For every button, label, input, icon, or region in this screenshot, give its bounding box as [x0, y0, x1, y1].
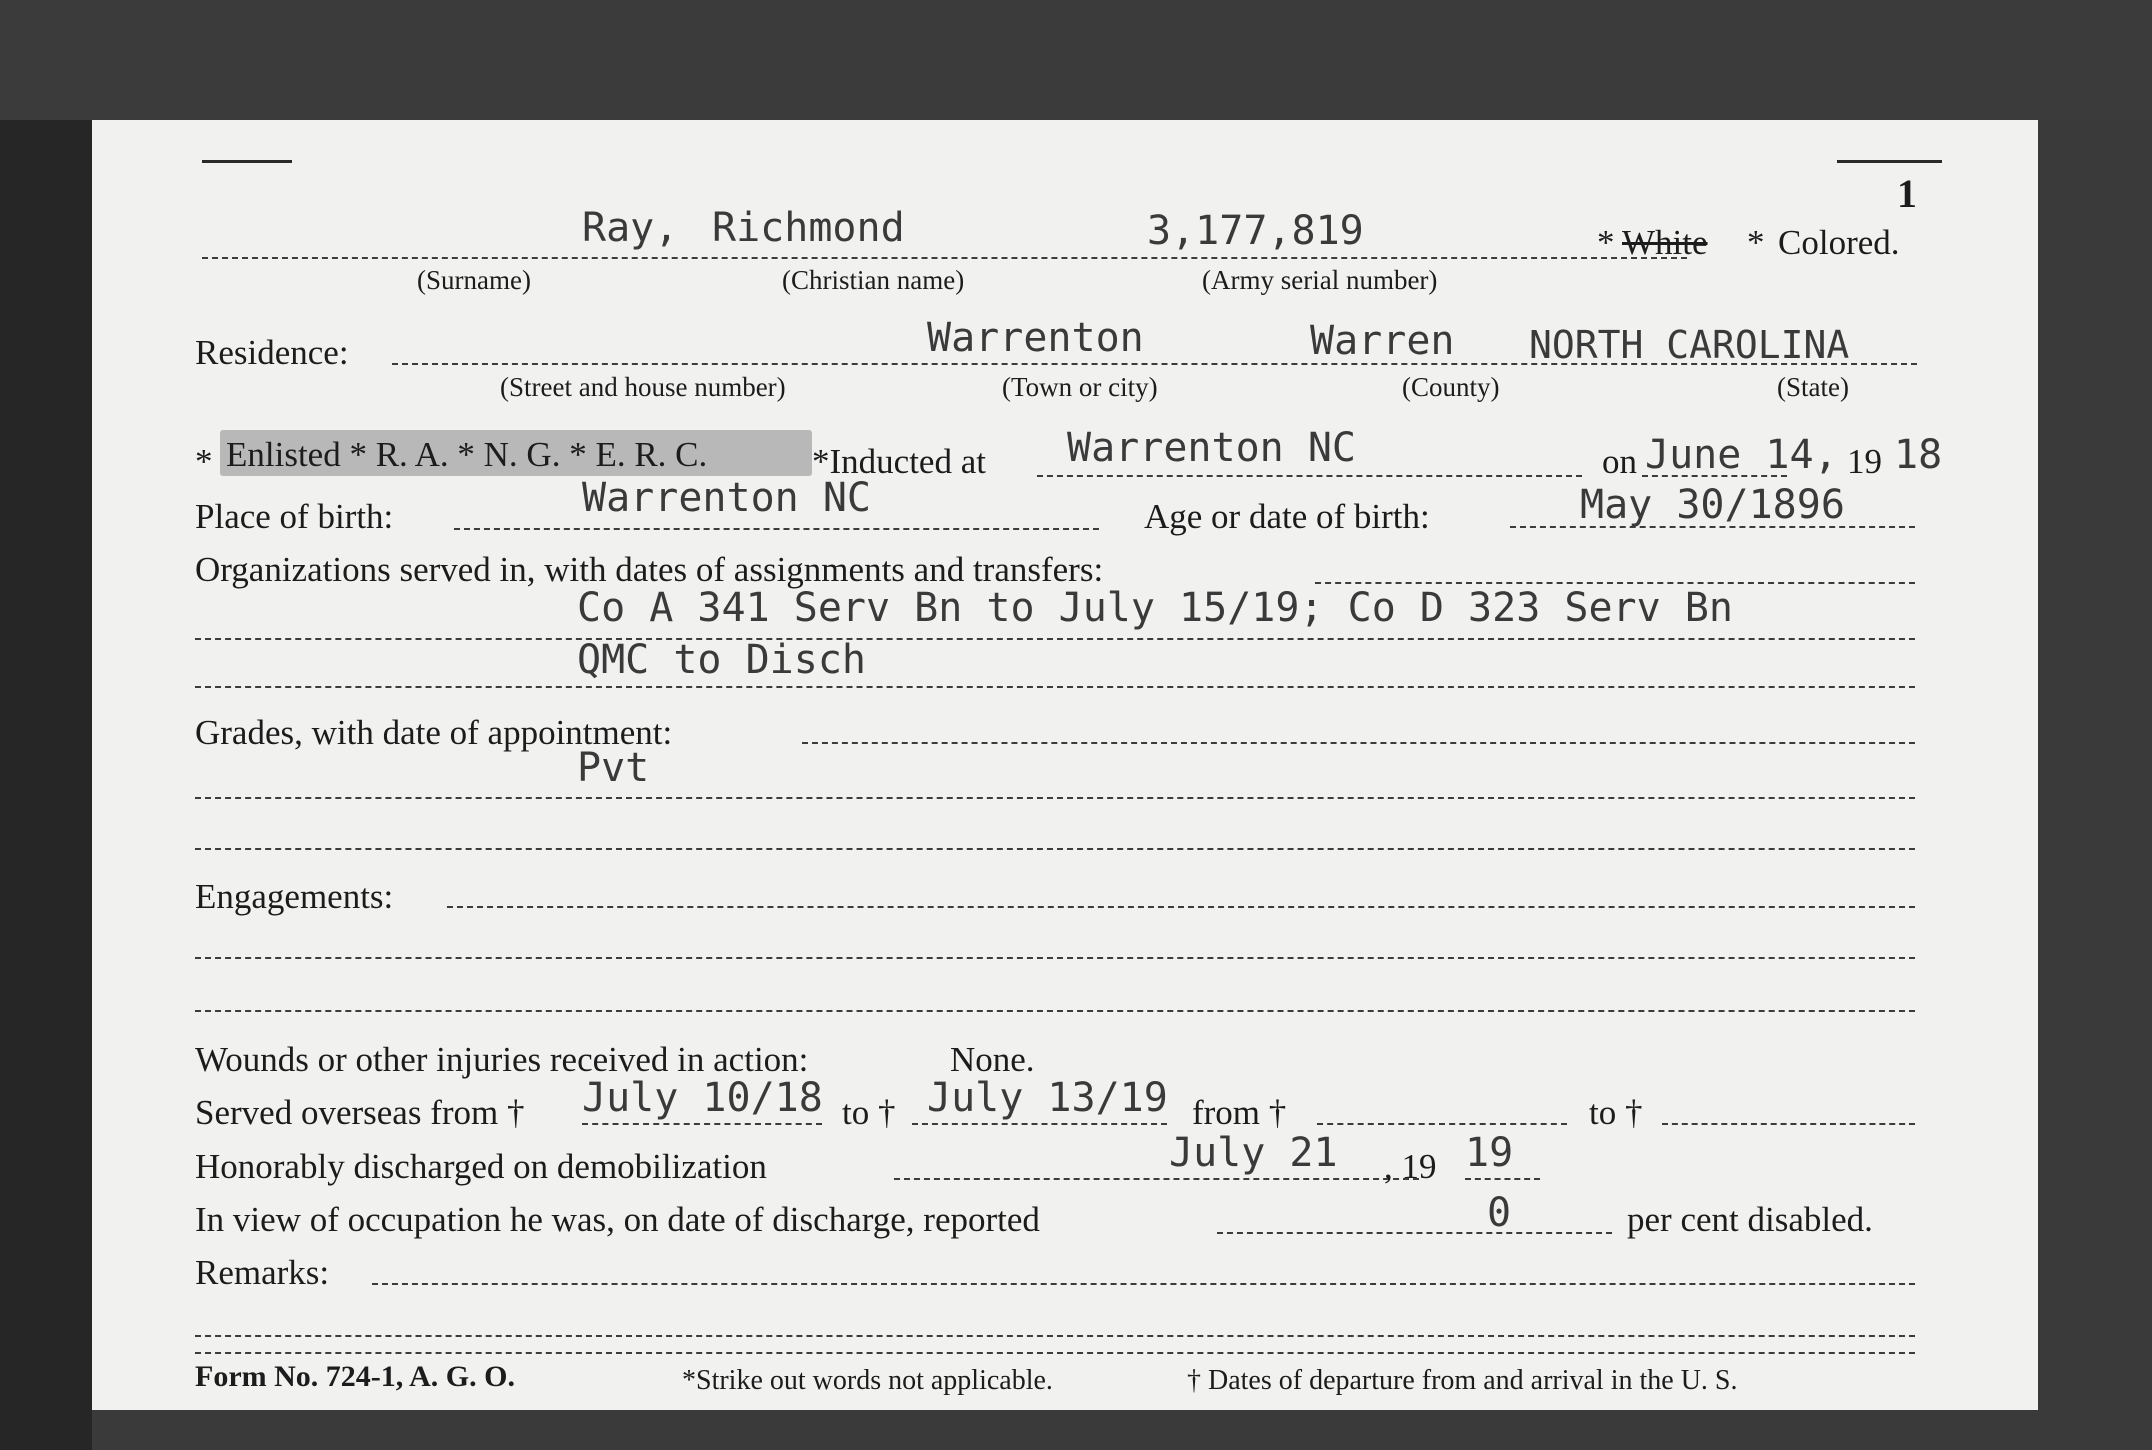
- engagements-line-1: [195, 957, 1915, 959]
- induction-year-prefix: 19: [1847, 442, 1882, 481]
- wounds-value: None.: [950, 1040, 1035, 1079]
- organizations-line-1-text: Co A 341 Serv Bn to July 15/19; Co D 323 Serv Bn: [577, 585, 1733, 631]
- remarks-label: Remarks:: [195, 1253, 330, 1292]
- overseas-to-label: to †: [842, 1093, 896, 1132]
- card-number: 1: [1897, 171, 1917, 216]
- remarks-line-0: [372, 1283, 1915, 1285]
- overseas-to-date: July 13/19: [927, 1075, 1168, 1121]
- grades-value: Pvt: [577, 745, 650, 791]
- street-caption: (Street and house number): [500, 372, 786, 402]
- organizations-line-1: [195, 638, 1915, 640]
- engagements-line-2: [195, 1010, 1915, 1012]
- footer-note-dates: † Dates of departure from and arrival in the U. S.: [1187, 1365, 1738, 1396]
- grades-label: Grades, with date of appointment:: [195, 713, 673, 752]
- grades-line-0: [802, 742, 1915, 744]
- name-line: [202, 257, 1687, 259]
- record-card: [92, 120, 2038, 1410]
- surname-value: Ray,: [582, 205, 679, 251]
- surname-caption: (Surname): [417, 265, 531, 295]
- overseas-from-line: [582, 1123, 822, 1125]
- background-left-edge: [0, 0, 92, 1450]
- county-caption: (County): [1402, 372, 1500, 402]
- discharge-year-line: [1465, 1178, 1540, 1180]
- discharge-date: July 21: [1169, 1130, 1338, 1176]
- overseas-to2-line: [1662, 1123, 1915, 1125]
- overseas-from-date: July 10/18: [582, 1075, 823, 1121]
- background-top: [0, 0, 2152, 120]
- serial-number-value: 3,177,819: [1147, 208, 1364, 254]
- town-caption: (Town or city): [1002, 372, 1158, 402]
- disability-label: In view of occupation he was, on date of discharge, reported: [195, 1200, 1040, 1239]
- residence-town: Warrenton: [927, 315, 1144, 361]
- colored-label: Colored.: [1778, 223, 1900, 262]
- overseas-label: Served overseas from †: [195, 1093, 525, 1132]
- disability-line: [1217, 1232, 1612, 1234]
- residence-county: Warren: [1310, 318, 1455, 364]
- discharge-year-prefix: , 19: [1384, 1147, 1437, 1186]
- grades-line-1: [195, 797, 1915, 799]
- inducted-at-place: Warrenton NC: [1067, 425, 1356, 471]
- residence-state: NORTH CAROLINA: [1529, 323, 1850, 367]
- place-of-birth-line: [454, 528, 1099, 530]
- age-label: Age or date of birth:: [1144, 497, 1430, 536]
- overseas-to-line: [912, 1123, 1167, 1125]
- inducted-at-line: [1037, 475, 1582, 477]
- top-left-rule: [202, 160, 292, 163]
- induction-star: *: [195, 442, 213, 481]
- wounds-label: Wounds or other injuries received in action:: [195, 1040, 809, 1079]
- footer-note-strike-out: *Strike out words not applicable.: [682, 1365, 1053, 1396]
- state-caption: (State): [1777, 372, 1849, 402]
- induction-date-line: [1642, 475, 1787, 477]
- disability-suffix: per cent disabled.: [1627, 1200, 1873, 1239]
- christian-name-value: Richmond: [712, 205, 905, 251]
- overseas-from2-label: from †: [1192, 1093, 1287, 1132]
- induction-year: 18: [1894, 432, 1943, 478]
- organizations-line-0: [1315, 582, 1915, 584]
- induction-date: June 14,: [1645, 432, 1838, 478]
- overseas-to2-label: to †: [1589, 1093, 1643, 1132]
- grades-line-2: [195, 848, 1915, 850]
- organizations-line-2-text: QMC to Disch: [577, 637, 866, 683]
- form-number: Form No. 724-1, A. G. O.: [195, 1360, 515, 1393]
- disability-value: 0: [1487, 1190, 1512, 1236]
- serial-number-caption: (Army serial number): [1202, 265, 1438, 295]
- struck-enlistment-options: Enlisted * R. A. * N. G. * E. R. C.: [220, 430, 812, 476]
- discharge-label: Honorably discharged on demobilization: [195, 1147, 767, 1186]
- residence-label: Residence:: [195, 333, 349, 372]
- discharge-year: 19: [1465, 1130, 1514, 1176]
- star-colored: *: [1747, 223, 1765, 262]
- engagements-label: Engagements:: [195, 877, 394, 916]
- christian-name-caption: (Christian name): [782, 265, 965, 295]
- discharge-date-line: [894, 1178, 1419, 1180]
- star-white: *: [1597, 223, 1615, 262]
- place-of-birth-label: Place of birth:: [195, 497, 394, 536]
- engagements-line-0: [447, 906, 1915, 908]
- top-right-rule: [1837, 160, 1942, 163]
- remarks-line-1: [195, 1335, 1915, 1337]
- overseas-from2-line: [1317, 1123, 1567, 1125]
- date-of-birth-value: May 30/1896: [1580, 482, 1845, 528]
- white-struck: White: [1622, 223, 1708, 262]
- organizations-label: Organizations served in, with dates of assignments and transfers:: [195, 550, 1104, 589]
- on-label: on: [1602, 442, 1637, 481]
- remarks-line-2: [195, 1352, 1915, 1354]
- place-of-birth-value: Warrenton NC: [582, 475, 871, 521]
- inducted-at-label: *Inducted at: [812, 442, 986, 481]
- organizations-line-2: [195, 686, 1915, 688]
